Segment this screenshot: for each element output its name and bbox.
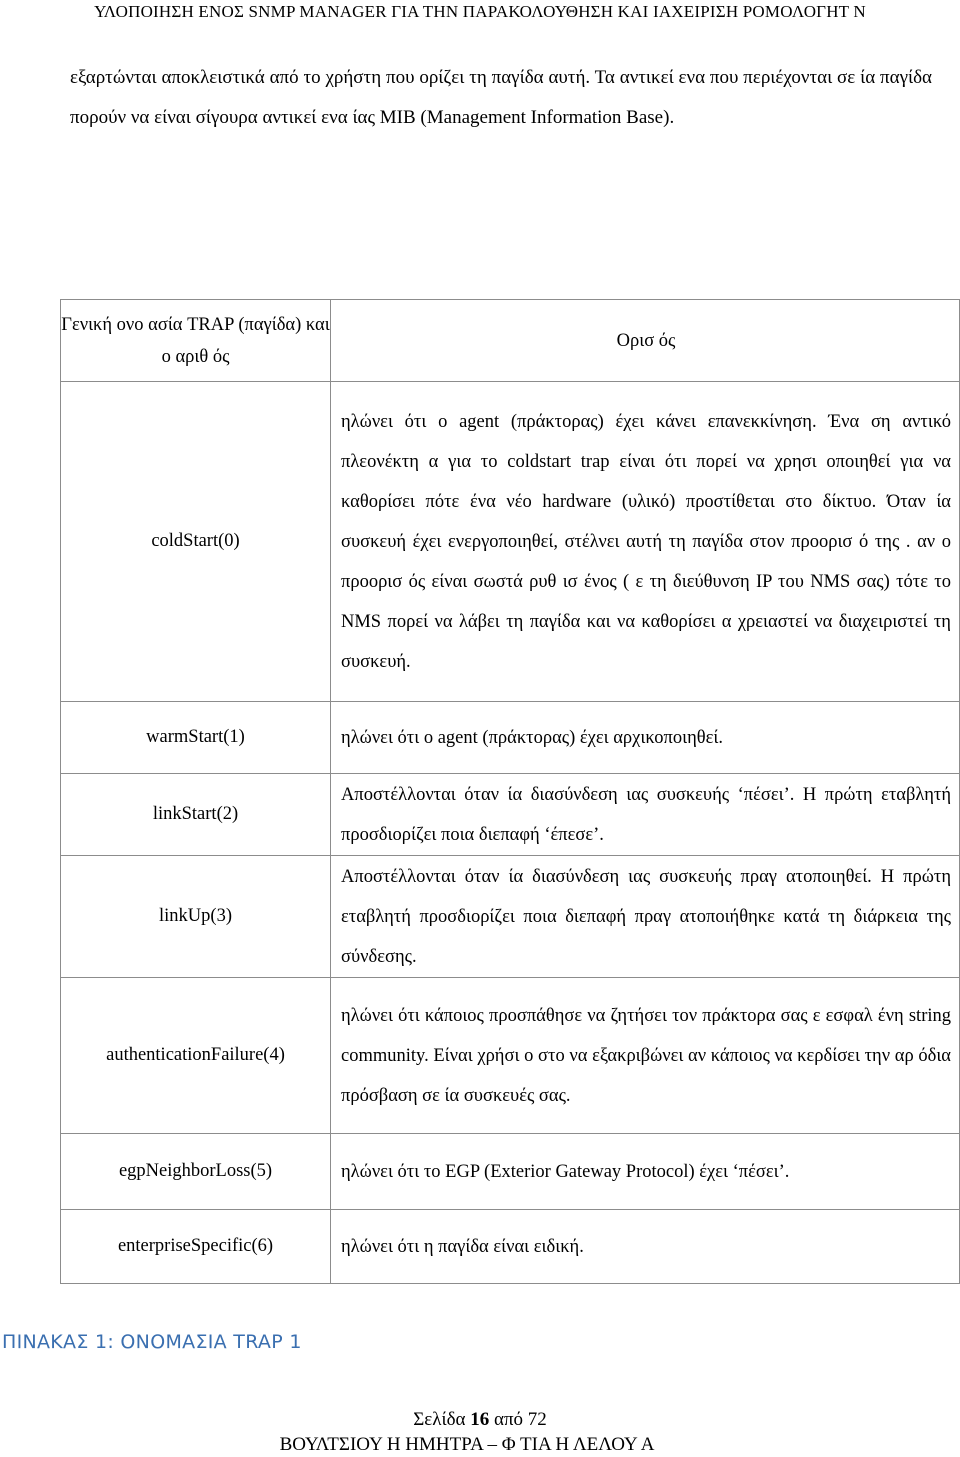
trap-definition-cell: ηλώνει ότι ο agent (πράκτορας) έχει κάνει επανεκκίνηση. Ένα ση αντικό πλεονέκτη α για το coldstart trap είναι ότι πορεί να χρησι οποιηθεί για να καθορίσει πότε ένα νέο hardware (υλικό) προστίθεται στο δίκτυο. Όταν ία συσκευή έχει ενεργοποιηθεί, στέλνει αυτή τη παγίδα στον προορισ ό της . αν ο προορισ ός είναι σωστά ρυθ ισ ένος ( ε τη διεύθυνση IP του NMS σας) τότε το NMS πορεί να λάβει τη παγίδα και να καθορίσει α χρειαστεί να διαχειριστεί τη συσκευή. — [331, 382, 960, 702]
trap-name-cell: linkUp(3) — [61, 856, 331, 978]
footer-author: ΒΟΥΛΤΣΙΟΥ Η ΗΜΗΤΡΑ – Φ ΤΙΑ Η ΛΕΛΟΥ Α — [279, 1434, 655, 1455]
table-row — [61, 978, 960, 1134]
table-caption: ΠΙΝΑΚΑΣ 1: ΟΝΟΜΑΣΙΑ TRAP 1 — [2, 1331, 302, 1353]
trap-definition-cell: Αποστέλλονται όταν ία διασύνδεση ιας συσκευής πραγ ατοποιηθεί. Η πρώτη εταβλητή προσδιορίζει ποια διεπαφή πραγ ατοποιήθηκε κατά τη διάρκεια της σύνδεσης. — [331, 856, 960, 978]
page-current: 16 — [470, 1409, 490, 1430]
page-prefix: Σελίδα — [413, 1409, 466, 1430]
table-row — [61, 1210, 960, 1284]
trap-definition-cell: ηλώνει ότι η παγίδα είναι ειδική. — [331, 1210, 960, 1284]
trap-definition-cell: ηλώνει ότι το EGP (Exterior Gateway Protocol) έχει ‘πέσει’. — [331, 1134, 960, 1210]
trap-name-cell: warmStart(1) — [61, 702, 331, 774]
intro-paragraph — [70, 58, 932, 138]
trap-table — [60, 299, 960, 1284]
table-header-row — [61, 300, 960, 382]
trap-name-cell: linkStart(2) — [61, 774, 331, 856]
header-trap-name: Γενική ονο ασία TRAP (παγίδα) και ο αριθ ός — [61, 300, 331, 382]
table-row — [61, 382, 960, 702]
trap-definition-cell: Αποστέλλονται όταν ία διασύνδεση ιας συσκευής ‘πέσει’. Η πρώτη εταβλητή προσδιορίζει ποια διεπαφή ‘έπεσε’. — [331, 774, 960, 856]
trap-definition-cell: ηλώνει ότι ο agent (πράκτορας) έχει αρχικοποιηθεί. — [331, 702, 960, 774]
trap-name-cell: authenticationFailure(4) — [61, 978, 331, 1134]
trap-name-cell: coldStart(0) — [61, 382, 331, 702]
table-row — [61, 856, 960, 978]
header-definition: Ορισ ός — [331, 300, 960, 382]
trap-name-cell: enterpriseSpecific(6) — [61, 1210, 331, 1284]
trap-name-cell: egpNeighborLoss(5) — [61, 1134, 331, 1210]
table-row — [61, 774, 960, 856]
page-number — [0, 1408, 960, 1432]
page-separator: από — [493, 1409, 524, 1430]
page-total: 72 — [527, 1409, 547, 1430]
table-row — [61, 702, 960, 774]
running-header: ΥΛΟΠΟΙΗΣΗ ΕΝΟΣ SNMP MANAGER ΓΙΑ ΤΗΝ ΠΑΡΑΚΟΛΟΥΘΗΣΗ ΚΑΙ ΙΑΧΕΙΡΙΣΗ ΡΟΜΟΛΟΓΗΤ Ν — [94, 2, 866, 21]
trap-definition-cell: ηλώνει ότι κάποιος προσπάθησε να ζητήσει τον πράκτορα σας ε εσφαλ ένη string community. Είναι χρήσι ο στο να εξακριβώνει αν κάποιος να κερδίσει την αρ όδια πρόσβαση σε ία συσκευές σας. — [331, 978, 960, 1134]
table-row — [61, 1134, 960, 1210]
intro-text: εξαρτώνται αποκλειστικά από το χρήστη που ορίζει τη παγίδα αυτή. Τα αντικεί ενα που περιέχονται σε ία παγίδα πορούν να είναι σίγουρα αντικεί ενα ίας MIB (Management Information Base). — [70, 67, 932, 128]
